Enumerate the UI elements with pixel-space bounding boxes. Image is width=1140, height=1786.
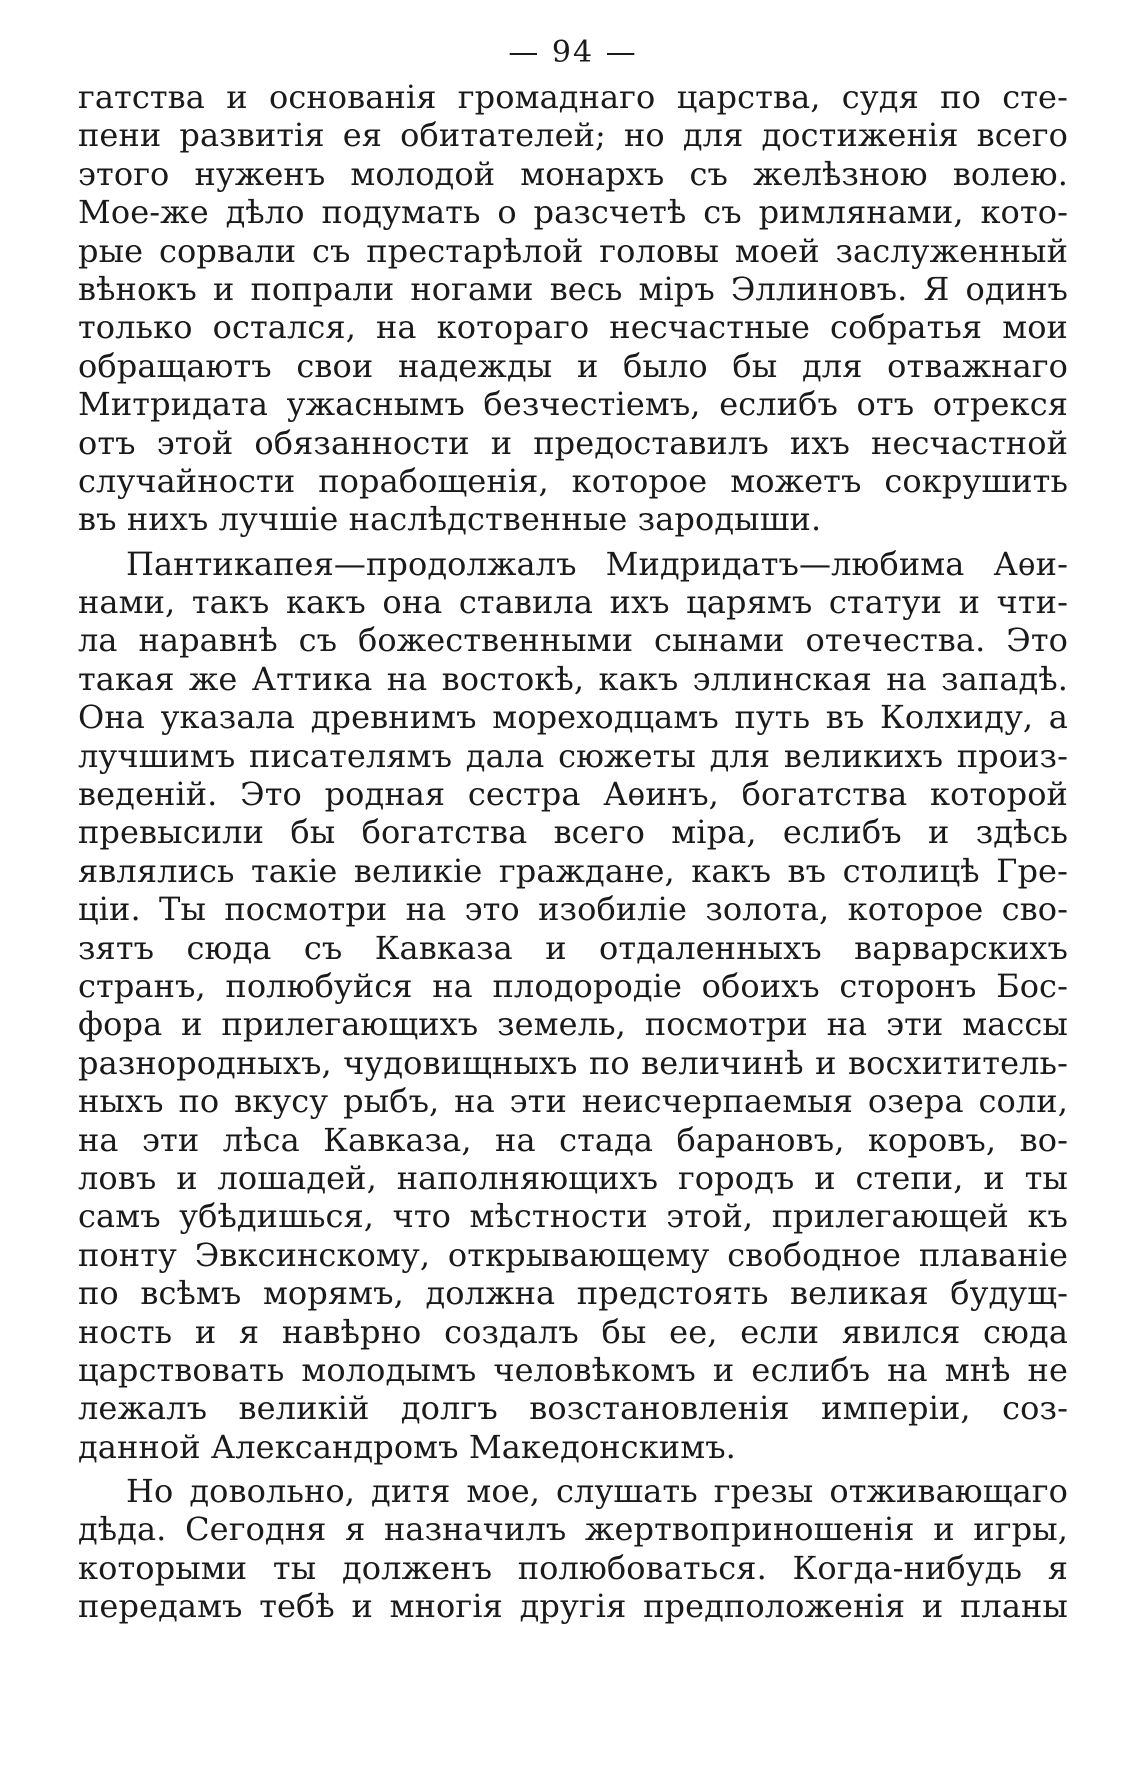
text-line: ла наравнѣ съ божественными сынами отечества. Это (78, 621, 1068, 660)
text-line: пени развитія ея обитателей; но для достиженія всего (78, 116, 1068, 155)
text-line: странъ, полюбуйся на плодородіе обоихъ сторонъ Бос- (78, 966, 1068, 1005)
text-line: Она указала древнимъ мореходцамъ путь въ Колхиду, а (78, 698, 1068, 737)
text-line: по всѣмъ морямъ, должна предстоять великая будущ- (78, 1274, 1068, 1313)
text-line: только остался, на котораго несчастные собратья мои (78, 308, 1068, 347)
text-line: понту Эвксинскому, открывающему свободное плаваніе (78, 1235, 1068, 1274)
text-line: вѣнокъ и попрали ногами весь міръ Эллиновъ. Я одинъ (78, 269, 1068, 308)
text-line: Пантикапея—продолжалъ Мидридатъ—любима Аѳи- (126, 544, 1068, 583)
text-line: передамъ тебѣ и многія другія предположенія и планы (78, 1587, 1068, 1626)
text-line: являлись такіе великіе граждане, какъ въ столицѣ Гре- (78, 851, 1068, 890)
text-line: такая же Аттика на востокѣ, какъ эллинская на западѣ. (78, 659, 1068, 698)
page-number: — 94 — (508, 35, 638, 70)
text-line: царствовать молодымъ человѣкомъ и еслибъ на мнѣ не (78, 1350, 1068, 1389)
text-line: разнородныхъ, чудовищныхъ по величинѣ и восхититель- (78, 1043, 1068, 1082)
text-line: ныхъ по вкусу рыбъ, на эти неисчерпаемыя озера соли, (78, 1082, 1068, 1121)
text-line: ціи. Ты посмотри на это изобиліе золота, которое сво- (78, 890, 1068, 929)
text-line: случайности порабощенія, которое можетъ сокрушить (78, 461, 1068, 500)
text-line: фора и прилегающихъ земель, посмотри на эти массы (78, 1005, 1068, 1044)
text-line: лежалъ великій долгъ возстановленія имперіи, соз- (78, 1389, 1068, 1428)
text-line: ность и я навѣрно создалъ бы ее, если явился сюда (78, 1312, 1068, 1351)
text-line: на эти лѣса Кавказа, на стада барановъ, коровъ, во- (78, 1120, 1068, 1159)
text-line: гатства и основанія громаднаго царства, судя по сте- (78, 78, 1068, 116)
text-line: Мое-же дѣло подумать о разсчетѣ съ римлянами, кото- (78, 193, 1068, 232)
text-body (78, 78, 1068, 1626)
text-line: Но довольно, дитя мое, слушать грезы отживающаго (126, 1472, 1068, 1511)
text-line: веденій. Это родная сестра Аѳинъ, богатства которой (78, 775, 1068, 814)
text-line: отъ этой обязанности и предоставилъ ихъ несчастной (78, 423, 1068, 462)
text-line: этого нуженъ молодой монархъ съ желѣзною волею. (78, 154, 1068, 193)
text-line: самъ убѣдишься, что мѣстности этой, прилегающей къ (78, 1197, 1068, 1236)
text-line: дѣда. Сегодня я назначилъ жертвоприношенія и игры, (78, 1510, 1068, 1549)
text-line: ловъ и лошадей, наполняющихъ городъ и степи, и ты (78, 1158, 1068, 1197)
text-line: рые сорвали съ престарѣлой головы моей заслуженный (78, 231, 1068, 270)
text-line: превысили бы богатства всего міра, еслибъ и здѣсь (78, 813, 1068, 852)
text-line: зятъ сюда съ Кавказа и отдаленныхъ варварскихъ (78, 928, 1068, 967)
book-page (78, 28, 1068, 1626)
paragraph (78, 545, 1068, 1466)
text-line: которыми ты долженъ полюбоваться. Когда-нибудь я (78, 1548, 1068, 1587)
paragraph (78, 78, 1068, 539)
text-line: данной Александромъ Македонскимъ. (78, 1427, 736, 1466)
text-line: обращаютъ свои надежды и было бы для отважнаго (78, 346, 1068, 385)
text-line: нами, такъ какъ она ставила ихъ царямъ статуи и чти- (78, 583, 1068, 622)
paragraph (78, 1472, 1068, 1626)
text-line: лучшимъ писателямъ дала сюжеты для великихъ произ- (78, 736, 1068, 775)
text-line: Митридата ужаснымъ безчестіемъ, еслибъ отъ отрекся (78, 385, 1068, 424)
text-line: въ нихъ лучшіе наслѣдственные зародыши. (78, 500, 822, 539)
